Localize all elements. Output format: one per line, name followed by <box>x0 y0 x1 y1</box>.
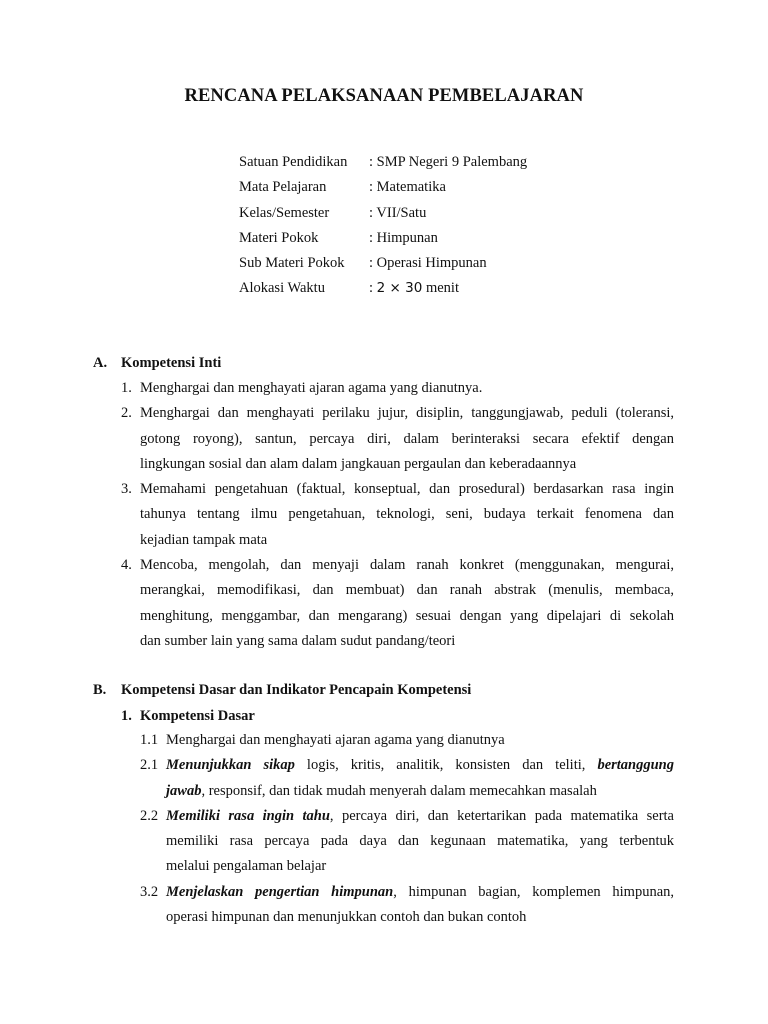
item-number: 2.1 <box>140 757 159 774</box>
item-number: 1. <box>121 380 132 396</box>
identity-value: : Matematika <box>369 179 446 196</box>
plain-text: , percaya diri, dan ketertarikan pada matematika serta <box>329 807 674 824</box>
list-item <box>121 553 674 654</box>
identity-value: : SMP Negeri 9 Palembang <box>369 154 528 170</box>
identity-value-math: 2 × 30 <box>376 280 423 297</box>
emphasis-text: Menjelaskan pengertian himpunan <box>166 883 394 900</box>
plain-text: , responsif, dan tidak mudah menyerah dalam memecahkan masalah <box>201 782 597 799</box>
emphasis-text: bertanggung <box>597 757 674 774</box>
emphasis-text: jawab <box>166 782 202 799</box>
item-line: menghitung, menggambar, dan mengarang) sesuai dengan yang dipelajari di sekolah <box>140 607 674 624</box>
kompetensi-dasar-list <box>140 728 674 930</box>
item-number: 3.2 <box>140 883 159 900</box>
item-line: kejadian tampak mata <box>140 531 268 548</box>
section-title: Kompetensi Inti <box>121 355 222 371</box>
kompetensi-inti-list <box>121 376 674 654</box>
list-item <box>140 753 674 804</box>
item-text <box>140 477 674 553</box>
identity-value-suffix: menit <box>422 280 459 297</box>
identity-row <box>239 177 527 202</box>
document-title: RENCANA PELAKSANAAN PEMBELAJARAN <box>184 86 584 106</box>
subsection-number: 1. <box>121 708 132 724</box>
list-item <box>121 376 674 401</box>
identity-row <box>239 152 527 177</box>
item-text <box>140 401 674 477</box>
identity-value: : VII/Satu <box>369 204 427 221</box>
identity-value-prefix: : <box>369 280 377 297</box>
item-number: 2.2 <box>140 807 159 824</box>
emphasis-text: Memiliki rasa ingin tahu <box>166 807 330 824</box>
subsection-title: Kompetensi Dasar <box>140 708 255 724</box>
identity-label: Satuan Pendidikan <box>239 154 348 170</box>
section-letter: A. <box>93 355 108 371</box>
item-line: Menghargai dan menghayati ajaran agama yang dianutnya <box>166 732 505 748</box>
item-text <box>140 376 674 401</box>
identity-label: Kelas/Semester <box>239 204 330 221</box>
section-a-heading <box>93 355 221 372</box>
item-text <box>166 753 674 804</box>
item-line: melalui pengalaman belajar <box>166 858 327 875</box>
section-b-heading <box>93 682 471 699</box>
kompetensi-dasar-heading <box>121 708 255 725</box>
item-line: dan sumber lain yang sama dalam sudut pandang/teori <box>140 632 456 649</box>
section-title: Kompetensi Dasar dan Indikator Pencapain Kompetensi <box>121 682 472 698</box>
item-number: 4. <box>121 557 132 574</box>
plain-text: , himpunan bagian, komplemen himpunan, <box>393 883 674 900</box>
item-number: 3. <box>121 481 132 498</box>
list-item <box>140 804 674 880</box>
section-letter: B. <box>93 682 107 698</box>
identity-table <box>239 152 527 304</box>
item-number: 2. <box>121 405 132 422</box>
identity-label: Alokasi Waktu <box>239 280 325 297</box>
identity-value: : Himpunan <box>369 229 438 246</box>
identity-value <box>369 278 459 303</box>
identity-row <box>239 203 527 228</box>
list-item <box>140 728 674 753</box>
list-item <box>140 880 674 931</box>
identity-label: Mata Pelajaran <box>239 179 327 196</box>
list-item <box>121 401 674 477</box>
item-line: Menghargai dan menghayati ajaran agama yang dianutnya. <box>140 380 483 396</box>
identity-row <box>239 228 527 253</box>
item-line <box>166 779 674 804</box>
list-item <box>121 477 674 553</box>
identity-label: Sub Materi Pokok <box>239 255 345 272</box>
item-number: 1.1 <box>140 732 159 748</box>
item-text <box>166 804 674 880</box>
item-line: Menghargai dan menghayati perilaku jujur, disiplin, tanggungjawab, peduli (toleransi, <box>140 405 674 422</box>
emphasis-text: Menunjukkan sikap <box>166 757 295 774</box>
item-line: tahunya tentang ilmu pengetahuan, teknologi, seni, budaya terkait fenomena dan <box>140 506 674 523</box>
item-line: lingkungan sosial dan alam dalam jangkauan pergaulan dan keberadaannya <box>140 455 577 472</box>
identity-value: : Operasi Himpunan <box>369 255 487 272</box>
item-line: merangkai, memodifikasi, dan membuat) dan ranah abstrak (menulis, membaca, <box>140 582 674 599</box>
identity-label: Materi Pokok <box>239 229 319 246</box>
item-line <box>166 880 674 905</box>
item-line: gotong royong), santun, percaya diri, dalam berinteraksi secara efektif dengan <box>140 430 674 447</box>
item-line <box>166 804 674 829</box>
item-line: Mencoba, mengolah, dan menyaji dalam ranah konkret (menggunakan, mengurai, <box>140 557 674 574</box>
plain-text: logis, kritis, analitik, konsisten dan teliti, <box>294 757 598 774</box>
item-line: memiliki rasa percaya pada daya dan kegunaan matematika, yang terbentuk <box>166 833 674 850</box>
item-text <box>140 553 674 654</box>
item-text <box>166 728 674 753</box>
item-line: operasi himpunan dan menunjukkan contoh dan bukan contoh <box>166 909 527 926</box>
item-text <box>166 880 674 931</box>
item-line: Memahami pengetahuan (faktual, konseptual, dan prosedural) berdasarkan rasa ingin <box>140 481 674 498</box>
identity-row <box>239 253 527 278</box>
identity-row <box>239 278 527 303</box>
item-line <box>166 753 674 778</box>
